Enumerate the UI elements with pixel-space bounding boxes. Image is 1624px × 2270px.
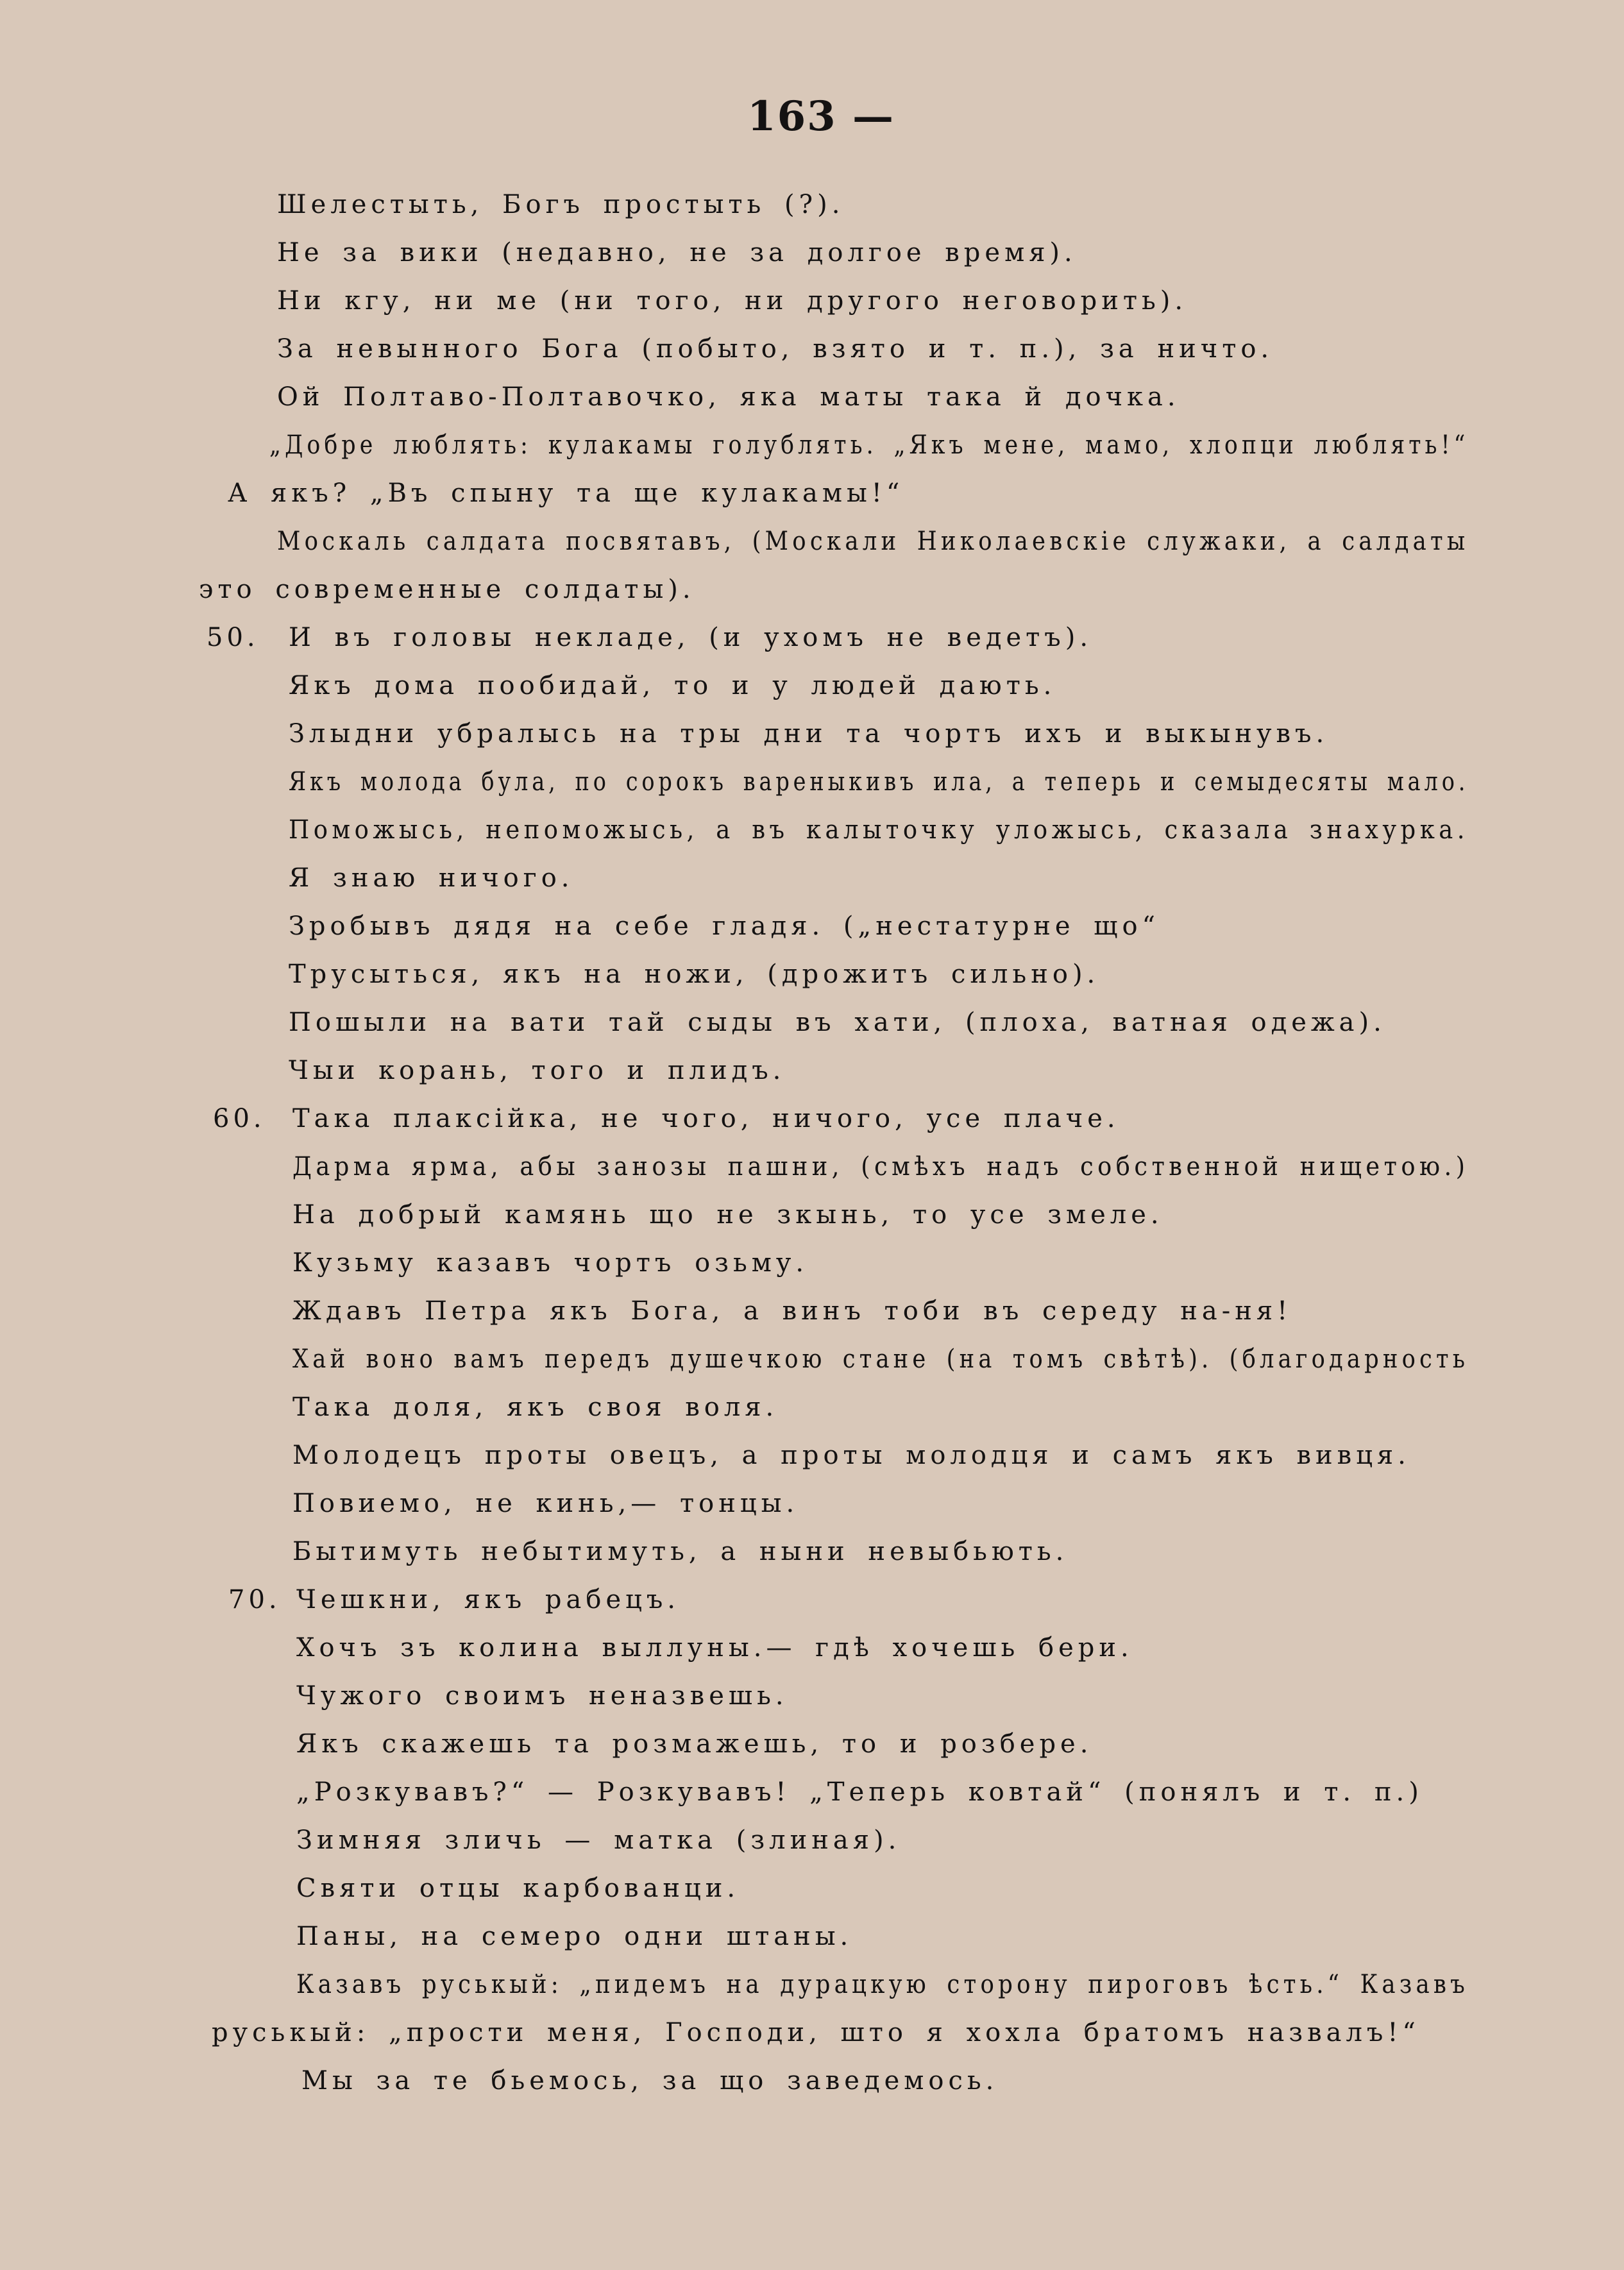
entry-line: Якъ дома пообидай, то и у людей дають. <box>289 671 1056 700</box>
entry-line: Не за вики (недавно, не за долгое время). <box>277 238 1077 267</box>
entry-line: Якъ молода була, по сорокъ вареныкивъ ила, а теперь и семыдесяты мало. <box>289 767 1469 797</box>
entry-line: Паны, на семеро одни штаны. <box>296 1922 853 1951</box>
page-number: 163 — <box>747 92 895 140</box>
entry-line: Молодецъ проты овецъ, а проты молодця и самъ якъ вивця. <box>292 1441 1410 1470</box>
entry-line: Шелестыть, Богъ простыть (?). <box>277 190 845 219</box>
entry-line: Зимняя зличь — матка (злиная). <box>296 1825 901 1855</box>
entry-line: Я знаю ничого. <box>289 863 574 893</box>
entry-line: Ни кгу, ни ме (ни того, ни другого неговорить). <box>277 286 1188 316</box>
entry-number: 70. <box>228 1585 281 1614</box>
entry-line: Поможысь, непоможысь, а въ калыточку уложысь, сказала знахурка. <box>289 815 1469 845</box>
entry-line: „Добре люблять: кулакамы голублять. „Якъ мене, мамо, хлопци люблять!“ <box>269 430 1469 460</box>
entry-line: Чыи корань, того и плидъ. <box>289 1056 786 1085</box>
entry-line: „Розкувавъ?“ — Розкувавъ! „Теперь ковтай“ (понялъ и т. п.) <box>296 1777 1423 1807</box>
entry-line: Святи отцы карбованци. <box>296 1874 740 1903</box>
entry-line: За невынного Бога (побыто, взято и т. п.), за ничто. <box>277 334 1274 364</box>
entry-line: Така доля, якъ своя воля. <box>292 1393 779 1422</box>
entry-line: Зробывъ дядя на себе гладя. („нестатурне що“ <box>289 911 1160 941</box>
entry-line: А якъ? „Въ спыну та ще кулакамы!“ <box>228 479 904 508</box>
entry-line: это современные солдаты). <box>199 575 695 604</box>
entry-line: Бытимуть небытимуть, а ныни невыбьють. <box>292 1537 1069 1566</box>
entry-line: Така плаксійка, не чого, ничого, усе плаче. <box>292 1104 1120 1133</box>
entry-line: Чешкни, якъ рабецъ. <box>296 1585 681 1614</box>
entry-line: Дарма ярма, абы занозы пашни, (смѣхъ надъ собственной нищетою.) <box>292 1152 1469 1182</box>
entry-line: Злыдни убралысь на тры дни та чортъ ихъ и выкынувъ. <box>289 719 1329 749</box>
entry-line: И въ головы некладе, (и ухомъ не ведетъ). <box>289 623 1093 652</box>
entry-line: Трусыться, якъ на ножи, (дрожитъ сильно). <box>289 960 1100 989</box>
entry-line: Чужого своимъ неназвешь. <box>296 1681 788 1711</box>
entry-line: Ждавъ Петра якъ Бога, а винъ тоби въ середу на-ня! <box>292 1296 1292 1326</box>
entry-line: Ой Полтаво-Полтавочко, яка маты така й дочка. <box>277 382 1180 412</box>
entry-line: Якъ скажешь та розмажешь, то и розбере. <box>296 1729 1093 1759</box>
entry-number: 60. <box>213 1104 266 1133</box>
entry-line: На добрый камянь що не зкынь, то усе змеле. <box>292 1200 1163 1230</box>
entry-line: Москаль салдата посвятавъ, (Москали Николаевскіе служаки, а салдаты <box>277 527 1469 556</box>
entry-line: Хай воно вамъ передъ душечкою стане (на томъ свѣтѣ). (благодарность <box>292 1344 1469 1374</box>
entry-line: руськый: „прости меня, Господи, што я хохла братомъ назвалъ!“ <box>212 2018 1420 2047</box>
entry-line: Повиемо, не кинь,— тонцы. <box>292 1489 799 1518</box>
entry-line: Кузьму казавъ чортъ озьму. <box>292 1248 809 1278</box>
entry-number: 50. <box>207 623 259 652</box>
entry-line: Казавъ руськый: „пидемъ на дурацкую сторону пироговъ ѣсть.“ Казавъ <box>296 1970 1469 1999</box>
entry-line: Пошыли на вати тай сыды въ хати, (плоха, ватная одежа). <box>289 1008 1386 1037</box>
entry-line: Мы за те бьемось, за що заведемось. <box>301 2066 999 2096</box>
entry-line: Хочъ зъ колина выллуны.— гдѣ хочешь бери. <box>296 1633 1133 1663</box>
